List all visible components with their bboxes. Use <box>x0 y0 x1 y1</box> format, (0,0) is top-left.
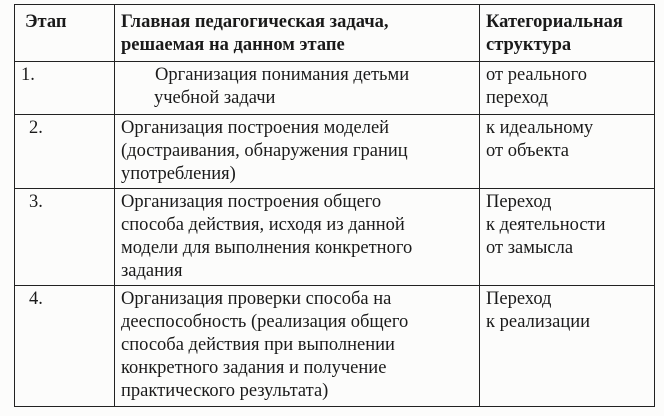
header-task-line2: решаемая на данном этапе <box>121 35 345 55</box>
task-line: учебной задачи <box>154 88 276 108</box>
structure-line: Переход <box>486 289 552 309</box>
stage-number: 4. <box>15 286 115 407</box>
structure-line: переход <box>486 88 549 108</box>
task-line: конкретного задания и получение <box>121 358 387 378</box>
stage-structure <box>480 115 655 189</box>
header-structure <box>480 5 655 62</box>
task-line: Организация построения моделей <box>121 118 390 138</box>
table-row <box>15 62 655 115</box>
task-line: дееспособность (реализация общего <box>121 312 409 332</box>
task-line: способа действия, исходя из данной <box>121 215 405 235</box>
structure-line: к идеальному <box>486 118 594 138</box>
table-row <box>15 286 655 407</box>
stage-task <box>115 189 480 286</box>
task-line: (достраивания, обнаружения границ <box>121 141 408 161</box>
stage-structure <box>480 62 655 115</box>
task-line: Организация понимания детьми <box>155 65 410 85</box>
header-task-line1: Главная педагогическая задача, <box>121 12 389 32</box>
structure-line: от замысла <box>486 238 574 258</box>
structure-line: от реального <box>486 65 587 85</box>
task-line: употребления) <box>121 164 236 184</box>
stage-number: 2. <box>15 115 115 189</box>
task-line: модели для выполнения конкретного <box>121 238 413 258</box>
stage-task <box>115 115 480 189</box>
header-structure-line1: Категориальная <box>486 12 623 32</box>
table-row <box>15 189 655 286</box>
stage-number: 1. <box>15 62 115 115</box>
task-line: задания <box>121 261 183 281</box>
structure-line: к деятельности <box>486 215 606 235</box>
header-stage <box>15 5 115 62</box>
stage-task <box>115 286 480 407</box>
structure-line: к реализации <box>486 312 591 332</box>
stage-number: 3. <box>15 189 115 286</box>
header-task <box>115 5 480 62</box>
task-line: Организация построения общего <box>121 192 382 212</box>
task-line: способа действия при выполнении <box>121 335 395 355</box>
header-row <box>15 5 655 62</box>
stages-table <box>14 4 655 407</box>
task-line: практического результата) <box>121 381 329 401</box>
stage-structure <box>480 189 655 286</box>
header-structure-line2: структура <box>486 35 572 55</box>
header-stage-text: Этап <box>25 12 67 32</box>
stage-structure <box>480 286 655 407</box>
structure-line: от объекта <box>486 141 569 161</box>
structure-line: Переход <box>486 192 552 212</box>
table-row <box>15 115 655 189</box>
task-line: Организация проверки способа на <box>121 289 392 309</box>
stage-task <box>115 62 480 115</box>
